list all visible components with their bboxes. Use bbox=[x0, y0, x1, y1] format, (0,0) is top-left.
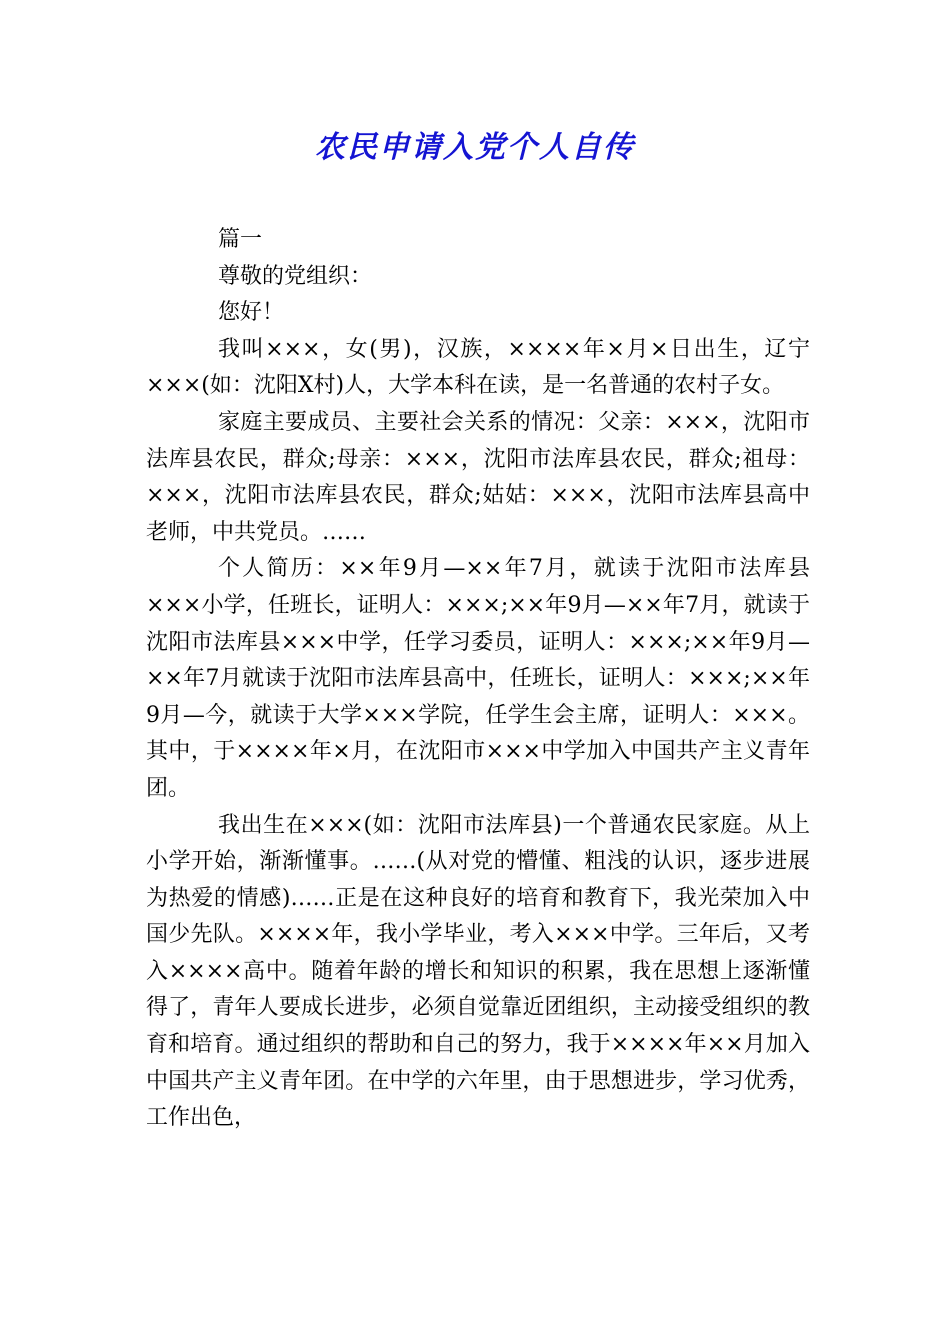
paragraph-family-members: 家庭主要成员、主要社会关系的情况：父亲：×××，沈阳市法库县农民，群众;母亲：×××，沈阳市法库县农民，群众;祖母：×××，沈阳市法库县农民，群众;姑姑：×××，沈阳市法库县高中老师，中共党员。…… bbox=[146, 409, 810, 545]
paragraph-resume: 个人简历：××年9月—××年7月，就读于沈阳市法库县×××小学，任班长，证明人：×××;××年9月—××年7月，就读于沈阳市法库县×××中学，任学习委员，证明人：×××;××年9月—××年7月就读于沈阳市法库县高中，任班长，证明人：×××;××年9月—今，就读于大学×××学院，任学生会主席，证明人：×××。其中，于××××年×月，在沈阳市×××中学加入中国共产主义青年团。 bbox=[146, 556, 810, 801]
document-body bbox=[146, 222, 810, 1137]
paragraph-greeting: 您好！ bbox=[218, 300, 285, 326]
paragraph-salutation: 尊敬的党组织： bbox=[218, 263, 373, 289]
paragraph-section-label: 篇一 bbox=[218, 227, 263, 252]
document-title: 农民申请入党个人自传 bbox=[315, 130, 635, 165]
paragraph-introduction: 我叫×××，女(男)，汉族，××××年×月×日出生，辽宁×××(如：沈阳X村)人，大学本科在读，是一名普通的农村子女。 bbox=[146, 336, 810, 399]
paragraph-background: 我出生在×××(如：沈阳市法库县)一个普通农民家庭。从上小学开始，渐渐懂事。……(从对党的懵懂、粗浅的认识，逐步进展为热爱的情感)……正是在这种良好的培育和教育下，我光荣加入中国少先队。××××年，我小学毕业，考入×××中学。三年后，又考入××××高中。随着年龄的增长和知识的积累，我在思想上逐渐懂得了，青年人要成长进步，必须自觉靠近团组织，主动接受组织的教育和培育。通过组织的帮助和自己的努力，我于××××年××月加入中国共产主义青年团。在中学的六年里，由于思想进步，学习优秀，工作出色， bbox=[146, 812, 810, 1131]
